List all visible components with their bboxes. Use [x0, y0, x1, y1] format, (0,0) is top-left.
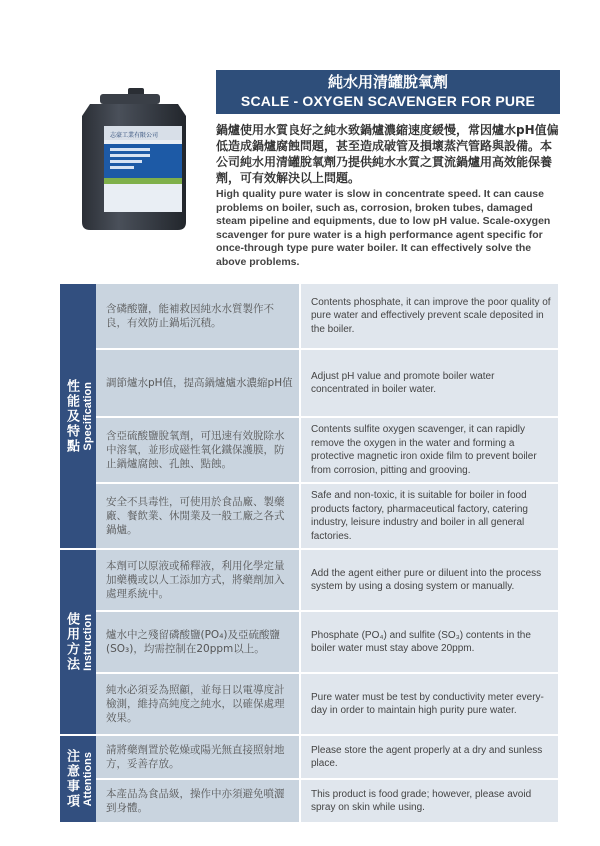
- row-text-en: Add the agent either pure or diluent into the process system by using a dosing system or manually.: [301, 550, 558, 610]
- title-english: SCALE - OXYGEN SCAVENGER FOR PURE WATER: [240, 93, 536, 127]
- title-banner: [216, 70, 560, 127]
- section-label-en: Attentions: [82, 751, 94, 807]
- row-text-zh: 請將藥劑置於乾燥或陽光無直接照射地方，妥善存放。: [96, 736, 301, 778]
- table-row: [96, 672, 558, 734]
- section-label-instruction: [60, 550, 96, 734]
- row-text-zh: 純水必須妥為照顧，並每日以電導度計檢測，維持高純度之純水，以確保處理效果。: [96, 674, 301, 734]
- title-chinese: 純水用清罐脫氧劑: [327, 73, 448, 91]
- row-text-en: Safe and non-toxic, it is suitable for boiler in food products factory, pharmaceutical factory, catering industry, leisure industry and boiler in all general factories.: [301, 484, 558, 548]
- table-row: [96, 284, 558, 348]
- section-label-zh: 使用方法: [64, 612, 79, 672]
- row-text-en: Please store the agent properly at a dry and sunless place.: [301, 736, 558, 778]
- intro-chinese: 鍋爐使用水質良好之純水致鍋爐濃縮速度緩慢，常因爐水pH值偏低造成鍋爐腐蝕問題，甚至造成破管及損壞蒸汽管路與設備。本公司純水用清罐脫氧劑乃提供純水水質之貫流鍋爐用高效能保養劑，可有效解決以上問題。: [216, 123, 559, 185]
- row-text-en: Adjust pH value and promote boiler water concentrated in boiler water.: [301, 350, 558, 416]
- row-text-en: This product is food grade; however, please avoid spray on skin while using.: [301, 780, 558, 822]
- product-info-table: [60, 284, 558, 822]
- section-label-en: Specification: [82, 381, 94, 451]
- row-text-en: Phosphate (PO₄) and sulfite (SO₃) contents in the boiler water must stay above 20ppm.: [301, 612, 558, 672]
- row-text-zh: 含亞硫酸鹽脫氧劑，可迅速有效脫除水中溶氧，並形成磁性氧化鐵保護膜，防止鍋爐腐蝕、孔蝕、點蝕。: [96, 418, 301, 482]
- intro-english: High quality pure water is slow in concentrate speed. It can cause problems on boiler, such as, corrosion, broken tubes, damaged steam pipeline and equipments, due to low pH value. Scale-oxygen scavenger for pure water is a high performance agent specific for once-through type pure water boiler. It can effectively solve the above problems.: [216, 188, 551, 268]
- section-label-en: Instruction: [82, 613, 94, 671]
- row-text-zh: 爐水中之殘留磷酸鹽(PO₄)及亞硫酸鹽(SO₃)，均需控制在20ppm以上。: [96, 612, 301, 672]
- row-text-zh: 調節爐水pH值，提高鍋爐爐水濃縮pH值: [96, 350, 301, 416]
- table-row: [96, 610, 558, 672]
- section-label-zh: 注意事項: [64, 749, 79, 809]
- product-drum-image: [70, 86, 198, 232]
- section-attentions: [60, 734, 558, 822]
- section-label-attentions: [60, 736, 96, 822]
- table-row: [96, 778, 558, 822]
- row-text-zh: 本產品為食品級，操作中亦須避免噴灑到身體。: [96, 780, 301, 822]
- row-text-zh: 含磷酸鹽，能補救因純水水質製作不良，有效防止鍋垢沉積。: [96, 284, 301, 348]
- table-row: [96, 416, 558, 482]
- row-text-zh: 本劑可以原液或稀釋液，利用化學定量加藥機或以人工添加方式，將藥劑加入處理系統中。: [96, 550, 301, 610]
- table-row: [96, 348, 558, 416]
- drum-label-brand: 志豪工業有限公司: [110, 132, 159, 139]
- row-text-zh: 安全不具毒性，可使用於食品廠、製藥廠、餐飲業、休閒業及一般工廠之各式鍋爐。: [96, 484, 301, 548]
- row-text-en: Contents phosphate, it can improve the poor quality of pure water and effectively prevent scale deposited in the boiler.: [301, 284, 558, 348]
- section-specification: [60, 284, 558, 548]
- table-row: [96, 550, 558, 610]
- row-text-en: Pure water must be test by conductivity meter every-day in order to maintain high purity pure water.: [301, 674, 558, 734]
- section-instruction: [60, 548, 558, 734]
- table-row: [96, 482, 558, 548]
- section-label-zh: 性能及特點: [64, 378, 79, 454]
- row-text-en: Contents sulfite oxygen scavenger, it can rapidly remove the oxygen in the water and forming a protective magnetic iron oxide film to prevent boiler from corrosion, pitting and grooving.: [301, 418, 558, 482]
- table-row: [96, 736, 558, 778]
- section-label-specification: [60, 284, 96, 548]
